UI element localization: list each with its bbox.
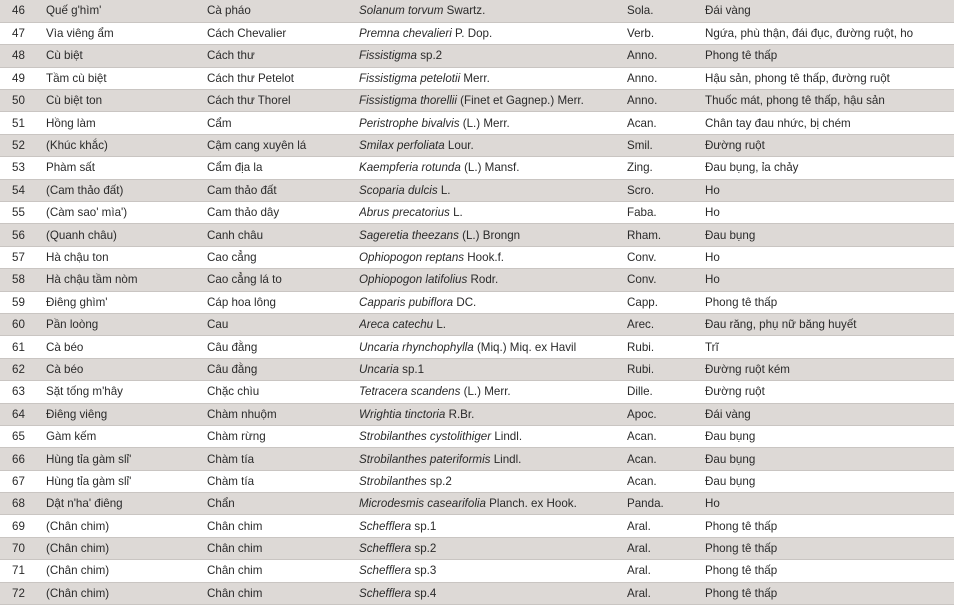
table-row [0, 224, 954, 246]
local-name: Hà chậu ton [46, 246, 207, 268]
scientific-name [359, 313, 627, 335]
family: Dille. [627, 381, 705, 403]
scientific-author: sp.4 [411, 586, 437, 600]
row-number: 60 [0, 313, 46, 335]
scientific-author: Rodr. [467, 273, 499, 287]
family: Conv. [627, 246, 705, 268]
row-number: 52 [0, 134, 46, 156]
table-row [0, 246, 954, 268]
usage: Hậu sản, phong tê thấp, đường ruột [705, 67, 954, 89]
table-row [0, 90, 954, 112]
table-row [0, 291, 954, 313]
vietnamese-name: Chặc chìu [207, 381, 359, 403]
scientific-author: sp.1 [411, 519, 437, 533]
row-number: 71 [0, 560, 46, 582]
local-name: Cù biệt ton [46, 90, 207, 112]
row-number: 62 [0, 358, 46, 380]
row-number: 58 [0, 269, 46, 291]
vietnamese-name: Chẩn [207, 493, 359, 515]
scientific-name-italic: Fissistigma thorellii [359, 94, 457, 108]
table-row [0, 358, 954, 380]
scientific-author: Hook.f. [464, 250, 505, 264]
scientific-name-italic: Schefflera [359, 564, 412, 578]
table-row [0, 515, 954, 537]
scientific-author: sp.1 [398, 362, 425, 376]
local-name: Hà chậu tầm nòm [46, 269, 207, 291]
table-row [0, 448, 954, 470]
usage: Đau bụng, ỉa chảy [705, 157, 954, 179]
table-row [0, 425, 954, 447]
table-row [0, 493, 954, 515]
local-name: Quế g'hìm' [46, 0, 207, 22]
scientific-author: sp.2 [411, 542, 437, 556]
table-row [0, 403, 954, 425]
family: Acan. [627, 470, 705, 492]
usage: Phong tê thấp [705, 560, 954, 582]
local-name: Cà béo [46, 358, 207, 380]
family: Smil. [627, 134, 705, 156]
scientific-name-italic: Peristrophe bivalvis [359, 116, 460, 130]
local-name: Hùng tỉa gàm slỉ' [46, 470, 207, 492]
usage: Chân tay đau nhức, bị chém [705, 112, 954, 134]
vietnamese-name: Cam thảo đất [207, 179, 359, 201]
local-name: Điêng ghìm' [46, 291, 207, 313]
family: Acan. [627, 425, 705, 447]
local-name: Hùng tỉa gàm slỉ' [46, 448, 207, 470]
scientific-name-italic: Areca catechu [359, 318, 434, 332]
scientific-name [359, 45, 627, 67]
table-row [0, 582, 954, 604]
usage: Phong tê thấp [705, 537, 954, 559]
row-number: 72 [0, 582, 46, 604]
scientific-name [359, 381, 627, 403]
row-number: 49 [0, 67, 46, 89]
vietnamese-name: Chàm nhuộm [207, 403, 359, 425]
row-number: 59 [0, 291, 46, 313]
scientific-name-italic: Solanum torvum [359, 4, 444, 18]
local-name: Hồng làm [46, 112, 207, 134]
scientific-name-italic: Tetracera scandens [359, 385, 461, 399]
usage: Đau răng, phụ nữ băng huyết [705, 313, 954, 335]
row-number: 53 [0, 157, 46, 179]
scientific-name-italic: Wrightia tinctoria [359, 407, 446, 421]
scientific-name-italic: Scoparia dulcis [359, 183, 438, 197]
row-number: 69 [0, 515, 46, 537]
row-number: 68 [0, 493, 46, 515]
usage: Thuốc mát, phong tê thấp, hậu sản [705, 90, 954, 112]
family: Anno. [627, 45, 705, 67]
table-row [0, 269, 954, 291]
vietnamese-name: Cậm cang xuyên lá [207, 134, 359, 156]
scientific-name [359, 179, 627, 201]
scientific-author: (L.) Mansf. [460, 161, 520, 175]
scientific-name-italic: Strobilanthes pateriformis [359, 452, 491, 466]
row-number: 61 [0, 336, 46, 358]
local-name: Pần loòng [46, 313, 207, 335]
scientific-author: R.Br. [445, 407, 475, 421]
scientific-name [359, 537, 627, 559]
vietnamese-name: Chàm tía [207, 448, 359, 470]
vietnamese-name: Chân chim [207, 560, 359, 582]
scientific-author: (Finet et Gagnep.) Merr. [456, 94, 584, 108]
table-row [0, 22, 954, 44]
usage: Ho [705, 246, 954, 268]
family: Capp. [627, 291, 705, 313]
scientific-name-italic: Schefflera [359, 519, 412, 533]
vietnamese-name: Canh châu [207, 224, 359, 246]
usage: Ngứa, phù thận, đái đục, đường ruột, ho [705, 22, 954, 44]
usage: Đường ruột [705, 134, 954, 156]
table-row [0, 112, 954, 134]
vietnamese-name: Chàm tía [207, 470, 359, 492]
usage: Ho [705, 269, 954, 291]
usage: Phong tê thấp [705, 291, 954, 313]
vietnamese-name: Cao cẳng lá to [207, 269, 359, 291]
scientific-name [359, 269, 627, 291]
family: Arec. [627, 313, 705, 335]
family: Apoc. [627, 403, 705, 425]
local-name: (Chân chim) [46, 582, 207, 604]
row-number: 55 [0, 202, 46, 224]
scientific-name [359, 448, 627, 470]
vietnamese-name: Chân chim [207, 515, 359, 537]
local-name: (Chân chim) [46, 515, 207, 537]
usage: Đái vàng [705, 0, 954, 22]
vietnamese-name: Cách Chevalier [207, 22, 359, 44]
usage: Đường ruột kém [705, 358, 954, 380]
table-row [0, 45, 954, 67]
local-name: Phàm sất [46, 157, 207, 179]
scientific-name [359, 224, 627, 246]
row-number: 54 [0, 179, 46, 201]
vietnamese-name: Chân chim [207, 537, 359, 559]
scientific-author: Lindl. [491, 430, 523, 444]
scientific-author: (L.) Merr. [459, 116, 510, 130]
scientific-author: Merr. [460, 71, 490, 85]
local-name: Sặt tống m'hây [46, 381, 207, 403]
usage: Ho [705, 493, 954, 515]
scientific-author: (L.) Brongn [458, 228, 521, 242]
family: Scro. [627, 179, 705, 201]
row-number: 70 [0, 537, 46, 559]
family: Aral. [627, 537, 705, 559]
scientific-author: (Miq.) Miq. ex Havil [473, 340, 577, 354]
vietnamese-name: Cẩm [207, 112, 359, 134]
family: Conv. [627, 269, 705, 291]
usage: Đường ruột [705, 381, 954, 403]
row-number: 63 [0, 381, 46, 403]
row-number: 46 [0, 0, 46, 22]
usage: Phong tê thấp [705, 45, 954, 67]
vietnamese-name: Cà pháo [207, 0, 359, 22]
scientific-name [359, 112, 627, 134]
family: Rham. [627, 224, 705, 246]
table-row [0, 537, 954, 559]
scientific-name-italic: Ophiopogon latifolius [359, 273, 468, 287]
local-name: Dật n'ha' điêng [46, 493, 207, 515]
local-name: Điêng viêng [46, 403, 207, 425]
scientific-author: Lindl. [490, 452, 522, 466]
table-row [0, 179, 954, 201]
row-number: 48 [0, 45, 46, 67]
usage: Phong tê thấp [705, 515, 954, 537]
vietnamese-name: Cách thư Petelot [207, 67, 359, 89]
family: Zing. [627, 157, 705, 179]
scientific-name-italic: Schefflera [359, 586, 412, 600]
scientific-name-italic: Microdesmis casearifolia [359, 497, 486, 511]
table-row [0, 202, 954, 224]
local-name: Vìa viêng ẩm [46, 22, 207, 44]
usage: Đau bụng [705, 425, 954, 447]
usage: Phong tê thấp [705, 582, 954, 604]
usage: Trĩ [705, 336, 954, 358]
row-number: 47 [0, 22, 46, 44]
family: Anno. [627, 90, 705, 112]
vietnamese-name: Chân chim [207, 582, 359, 604]
usage: Đau bụng [705, 224, 954, 246]
table-row [0, 0, 954, 22]
family: Aral. [627, 515, 705, 537]
row-number: 57 [0, 246, 46, 268]
family: Acan. [627, 112, 705, 134]
vietnamese-name: Chàm rừng [207, 425, 359, 447]
vietnamese-name: Câu đằng [207, 358, 359, 380]
row-number: 50 [0, 90, 46, 112]
scientific-name-italic: Strobilanthes [359, 474, 427, 488]
scientific-name-italic: Abrus precatorius [359, 206, 450, 220]
family: Aral. [627, 560, 705, 582]
table-row [0, 336, 954, 358]
vietnamese-name: Cẩm địa la [207, 157, 359, 179]
scientific-author: P. Dop. [451, 27, 493, 41]
local-name: (Chân chim) [46, 560, 207, 582]
usage: Ho [705, 179, 954, 201]
vietnamese-name: Câu đằng [207, 336, 359, 358]
family: Rubi. [627, 336, 705, 358]
local-name: Cù biệt [46, 45, 207, 67]
scientific-name [359, 90, 627, 112]
row-number: 66 [0, 448, 46, 470]
family: Faba. [627, 202, 705, 224]
usage: Đái vàng [705, 403, 954, 425]
table-row [0, 157, 954, 179]
row-number: 56 [0, 224, 46, 246]
row-number: 67 [0, 470, 46, 492]
scientific-name [359, 425, 627, 447]
scientific-author: (L.) Merr. [460, 385, 511, 399]
local-name: (Chân chim) [46, 537, 207, 559]
scientific-author: L. [433, 318, 447, 332]
local-name: Cà béo [46, 336, 207, 358]
local-name: Gàm kếm [46, 425, 207, 447]
table-row [0, 67, 954, 89]
scientific-author: sp.2 [426, 474, 452, 488]
vietnamese-name: Cách thư Thorel [207, 90, 359, 112]
scientific-author: Swartz. [443, 4, 486, 18]
vietnamese-name: Cao cẳng [207, 246, 359, 268]
scientific-name [359, 493, 627, 515]
family: Acan. [627, 448, 705, 470]
family: Panda. [627, 493, 705, 515]
scientific-name [359, 403, 627, 425]
scientific-name-italic: Premna chevalieri [359, 27, 452, 41]
scientific-author: sp.3 [411, 564, 437, 578]
scientific-name-italic: Strobilanthes cystolithiger [359, 430, 492, 444]
table-row [0, 560, 954, 582]
scientific-name [359, 470, 627, 492]
scientific-name [359, 22, 627, 44]
usage: Ho [705, 202, 954, 224]
table-row [0, 313, 954, 335]
scientific-name-italic: Sageretia theezans [359, 228, 459, 242]
scientific-name [359, 291, 627, 313]
scientific-author: sp.2 [416, 49, 443, 63]
family: Rubi. [627, 358, 705, 380]
scientific-name-italic: Fissistigma petelotii [359, 71, 461, 85]
scientific-name-italic: Capparis pubiflora [359, 295, 454, 309]
scientific-author: DC. [453, 295, 477, 309]
row-number: 64 [0, 403, 46, 425]
scientific-name-italic: Uncaria rhynchophylla [359, 340, 474, 354]
family: Sola. [627, 0, 705, 22]
row-number: 51 [0, 112, 46, 134]
local-name: (Càm sao' mìa') [46, 202, 207, 224]
scientific-name-italic: Schefflera [359, 542, 412, 556]
family: Verb. [627, 22, 705, 44]
scientific-author: Lour. [444, 139, 474, 153]
local-name: (Khúc khắc) [46, 134, 207, 156]
vietnamese-name: Cau [207, 313, 359, 335]
scientific-author: L. [449, 206, 463, 220]
scientific-author: L. [437, 183, 451, 197]
table-row [0, 470, 954, 492]
scientific-name-italic: Uncaria [359, 362, 399, 376]
local-name: (Cam thảo đất) [46, 179, 207, 201]
scientific-name-italic: Kaempferia rotunda [359, 161, 461, 175]
scientific-author: Planch. ex Hook. [485, 497, 577, 511]
table-row [0, 381, 954, 403]
local-name: Tầm cù biệt [46, 67, 207, 89]
scientific-name-italic: Fissistigma [359, 49, 417, 63]
scientific-name [359, 134, 627, 156]
scientific-name [359, 358, 627, 380]
local-name: (Quanh châu) [46, 224, 207, 246]
vietnamese-name: Cam thảo dây [207, 202, 359, 224]
scientific-name [359, 202, 627, 224]
scientific-name [359, 582, 627, 604]
usage: Đau bụng [705, 448, 954, 470]
vietnamese-name: Cáp hoa lông [207, 291, 359, 313]
usage: Đau bụng [705, 470, 954, 492]
family: Anno. [627, 67, 705, 89]
scientific-name-italic: Ophiopogon reptans [359, 250, 465, 264]
scientific-name [359, 515, 627, 537]
scientific-name [359, 336, 627, 358]
scientific-name [359, 157, 627, 179]
family: Aral. [627, 582, 705, 604]
scientific-name [359, 560, 627, 582]
row-number: 65 [0, 425, 46, 447]
vietnamese-name: Cách thư [207, 45, 359, 67]
scientific-name-italic: Smilax perfoliata [359, 139, 445, 153]
scientific-name [359, 0, 627, 22]
table-row [0, 134, 954, 156]
scientific-name [359, 246, 627, 268]
scientific-name [359, 67, 627, 89]
